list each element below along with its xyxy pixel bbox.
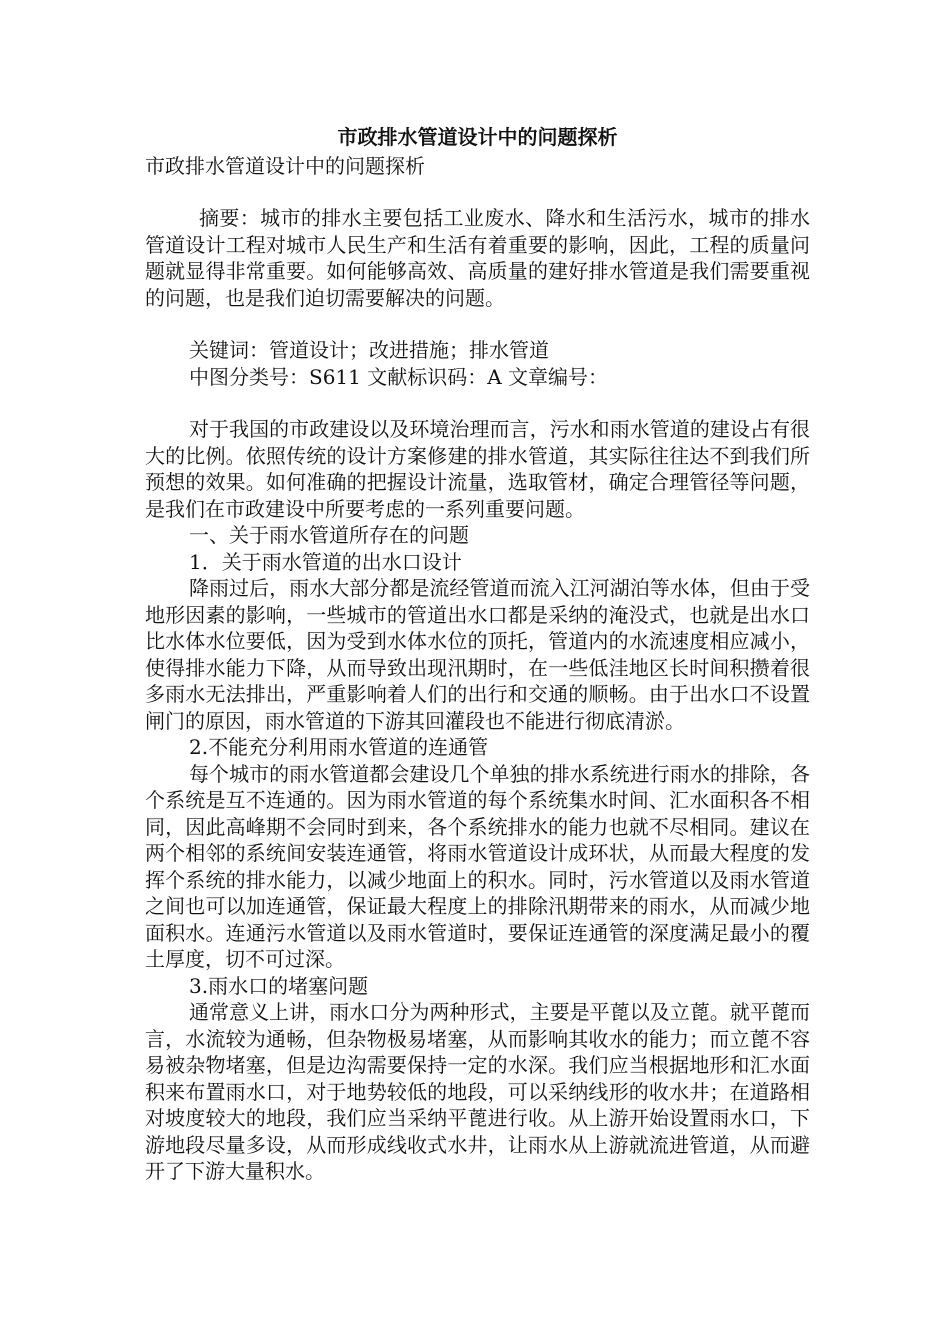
- body-paragraph: 通常意义上讲，雨水口分为两种形式，主要是平蓖以及立蓖。就平蓖而言，水流较为通畅，但杂物极易堵塞，从而影响其收水的能力；而立蓖不容易被杂物堵塞，但是边沟需要保持一定的水深。我们应当根据地形和汇水面积来布置雨水口，对于地势较低的地段，可以采纳线形的收水井；在道路相对坡度较大的地段，我们应当采纳平蓖进行收。从上游开始设置雨水口，下游地段尽量多设，从而形成线收式水井，让雨水从上游就流进管道，从而避开了下游大量积水。: [145, 1000, 810, 1183]
- abstract-paragraph: 摘要：城市的排水主要包括工业废水、降水和生活污水，城市的排水管道设计工程对城市人民生产和生活有着重要的影响，因此，工程的质量问题就显得非常重要。如何能够高效、高质量的建好排水管道是我们需要重视的问题，也是我们迫切需要解决的问题。: [145, 206, 810, 310]
- body-paragraph: 降雨过后，雨水大部分都是流经管道而流入江河湖泊等水体，但由于受地形因素的影响，一些城市的管道出水口都是采纳的淹没式，也就是出水口比水体水位要低，因为受到水体水位的顶托，管道内的水流速度相应减小，使得排水能力下降，从而导致出现汛期时，在一些低洼地区长时间积攒着很多雨水无法排出，严重影响着人们的出行和交通的顺畅。由于出水口不设置闸门的原因，雨水管道的下游其回灌段也不能进行彻底清淤。: [145, 576, 810, 733]
- subsection-heading: 2.不能充分利用雨水管道的连通管: [189, 735, 489, 759]
- intro-paragraph: 对于我国的市政建设以及环境治理而言，污水和雨水管道的建设占有很大的比例。依照传统的设计方案修建的排水管道，其实际往往达不到我们所预想的效果。如何准确的把握设计流量，选取管材，确定合理管径等问题，是我们在市政建设中所要考虑的一系列重要问题。: [145, 417, 810, 521]
- document-page: [145, 122, 810, 1185]
- classification-line: 中图分类号：S611 文献标识码：A 文章编号：: [189, 364, 609, 389]
- subsection-heading: 3.雨水口的堵塞问题: [189, 973, 369, 998]
- body-paragraph: 每个城市的雨水管道都会建设几个单独的排水系统进行雨水的排除，各个系统是互不连通的。因为雨水管道的每个系统集水时间、汇水面积各不相同，因此高峰期不会同时到来，各个系统排水的能力也就不尽相同。建议在两个相邻的系统间安装连通管，将雨水管道设计成环状，从而最大程度的发挥个系统的排水能力，以减少地面上的积水。同时，污水管道以及雨水管道之间也可以加连通管，保证最大程度上的排除汛期带来的雨水，从而减少地面积水。连通污水管道以及雨水管道时，要保证连通管的深度满足最小的覆土厚度，切不可过深。: [145, 761, 810, 971]
- keywords-line: 关键词：管道设计；改进措施；排水管道: [189, 338, 549, 362]
- spacer: [145, 180, 810, 205]
- document-subtitle: 市政排水管道设计中的问题探析: [145, 154, 425, 178]
- spacer: [145, 311, 810, 337]
- document-title: 市政排水管道设计中的问题探析: [337, 125, 618, 149]
- subsection-heading: 1．关于雨水管道的出水口设计: [189, 549, 462, 574]
- spacer: [145, 390, 810, 416]
- section-heading: 一、关于雨水管道所存在的问题: [189, 523, 469, 547]
